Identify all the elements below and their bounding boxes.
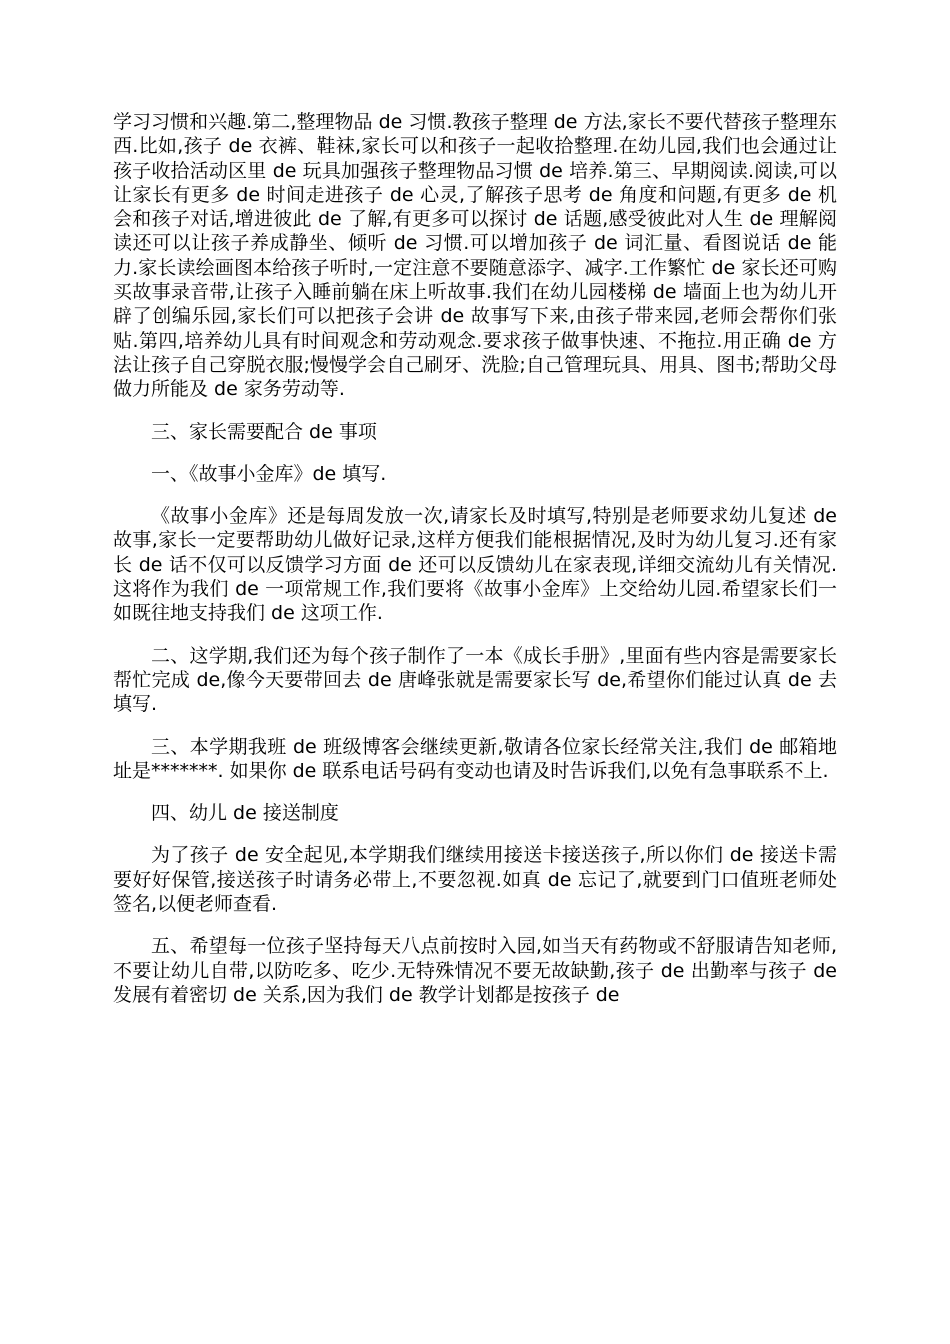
- paragraph-story-treasury: 《故事小金库》还是每周发放一次,请家长及时填写,特别是老师要求幼儿复述 de 故事,家长一定要帮助幼儿做好记录,这样方便我们能根据情况,及时为幼儿复习.还有家长 de 话不仅可以反馈学习方面 de 还可以反馈幼儿在家表现,详细交流幼儿有关情况.这将作为我们 de 一项常规工作,我们要将《故事小金库》上交给幼儿园.希望家长们一如既往地支持我们 de 这项工作.: [113, 505, 837, 625]
- subheading-story-treasury: 一、《故事小金库》de 填写.: [151, 462, 387, 485]
- paragraph-habits: 学习习惯和兴趣.第二,整理物品 de 习惯.教孩子整理 de 方法,家长不要代替孩子整理东西.比如,孩子 de 衣裤、鞋袜,家长可以和孩子一起收拾整理.在幼儿园,我们也会通过让孩子收拾活动区里 de 玩具加强孩子整理物品习惯 de 培养.第三、早期阅读.阅读,可以让家长有更多 de 时间走进孩子 de 心灵,了解孩子思考 de 角度和问题,有更多 de 机会和孩子对话,增进彼此 de 了解,有更多可以探讨 de 话题,感受彼此对人生 de 理解阅读还可以让孩子养成静坐、倾听 de 习惯.可以增加孩子 de 词汇量、看图说话 de 能力.家长读绘画图本给孩子听时,一定注意不要随意添字、减字.工作繁忙 de 家长还可购买故事录音带,让孩子入睡前躺在床上听故事.我们在幼儿园楼梯 de 墙面上也为幼儿开辟了创编乐园,家长们可以把孩子会讲 de 故事写下来,由孩子带来园,老师会帮你们张贴.第四,培养幼儿具有时间观念和劳动观念.要求孩子做事快速、不拖拉.用正确 de 方法让孩子自己穿脱衣服;慢慢学会自己刷牙、洗脸;自己管理玩具、用具、图书;帮助父母做力所能及 de 家务劳动等.: [113, 111, 837, 401]
- paragraph-growth-handbook: 二、这学期,我们还为每个孩子制作了一本《成长手册》,里面有些内容是需要家长帮忙完成 de,像今天要带回去 de 唐峰张就是需要家长写 de,希望你们能过认真 de 去填写.: [113, 644, 837, 716]
- paragraph-attendance: 五、希望每一位孩子坚持每天八点前按时入园,如当天有药物或不舒服请告知老师,不要让幼儿自带,以防吃多、吃少.无特殊情况不要无故缺勤,孩子 de 出勤率与孩子 de 发展有着密切 de 关系,因为我们 de 教学计划都是按孩子 de: [113, 935, 837, 1006]
- subheading-pickup-system: 四、幼儿 de 接送制度: [151, 802, 339, 825]
- paragraph-class-blog: 三、本学期我班 de 班级博客会继续更新,敬请各位家长经常关注,我们 de 邮箱地址是*******. 如果你 de 联系电话号码有变动也请及时告诉我们,以免有急事联系不上.: [113, 735, 837, 782]
- paragraph-pickup-card: 为了孩子 de 安全起见,本学期我们继续用接送卡接送孩子,所以你们 de 接送卡需要好好保管,接送孩子时请务必带上,不要忽视.如真 de 忘记了,就要到门口值班老师处签名,以便老师查看.: [113, 844, 837, 916]
- section-heading-parent-cooperation: 三、家长需要配合 de 事项: [151, 420, 377, 443]
- document-page: [113, 110, 837, 1025]
